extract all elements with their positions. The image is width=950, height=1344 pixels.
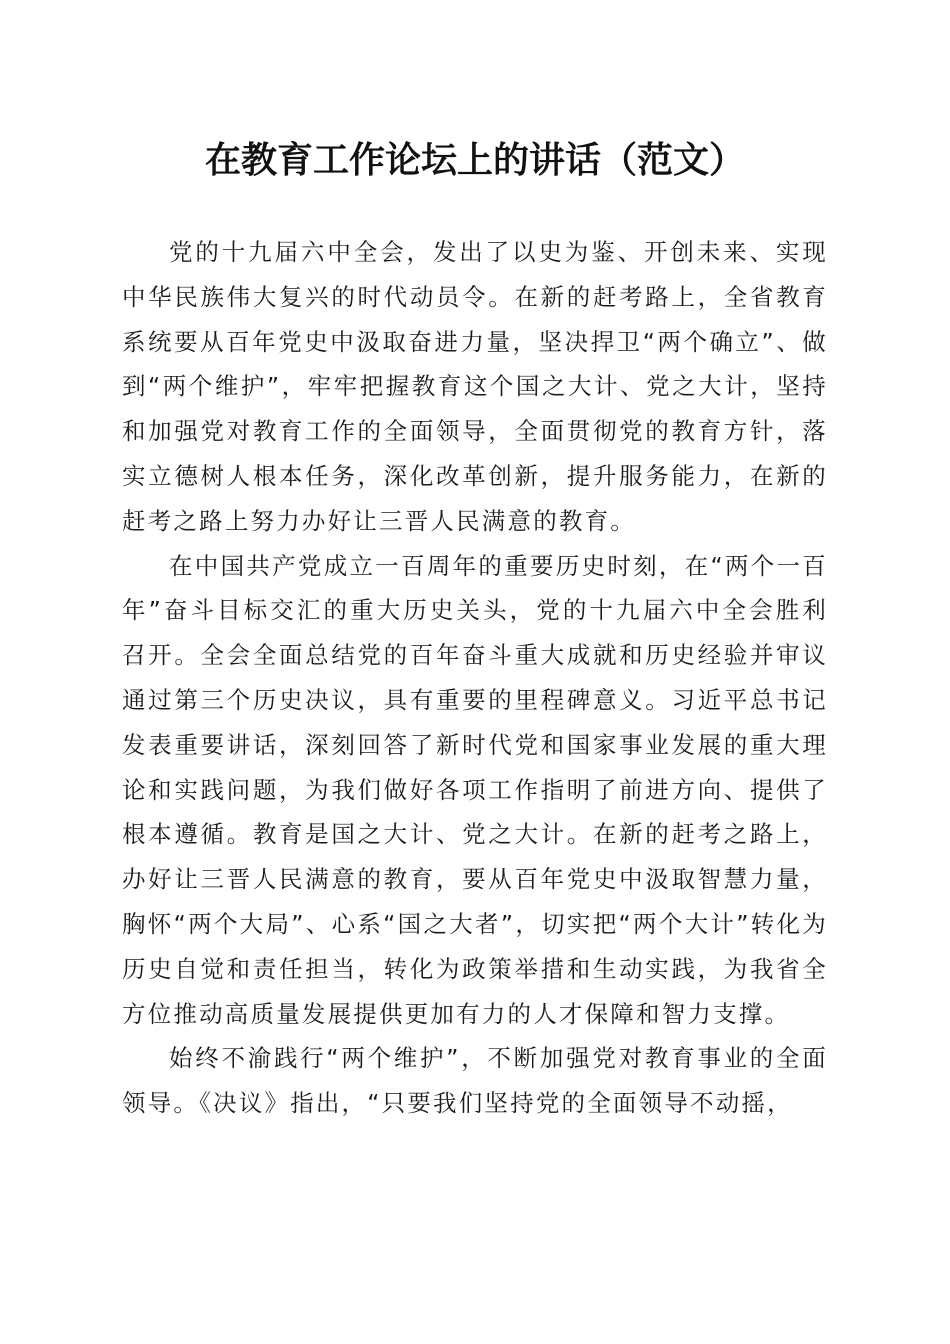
paragraph: 党的十九届六中全会，发出了以史为鉴、开创未来、实现中华民族伟大复兴的时代动员令。在新的赶考路上，全省教育系统要从百年党史中汲取奋进力量，坚决捍卫“两个确立”、做到“两个维护”，牢牢把握教育这个国之大计、党之大计，坚持和加强党对教育工作的全面领导，全面贯彻党的教育方针，落实立德树人根本任务，深化改革创新，提升服务能力，在新的赶考之路上努力办好让三晋人民满意的教育。 [122, 238, 828, 535]
paragraph: 始终不渝践行“两个维护”，不断加强党对教育事业的全面领导。《决议》指出，“只要我们坚持党的全面领导不动摇， [122, 1044, 828, 1118]
paragraph: 在中国共产党成立一百周年的重要历史时刻，在“两个一百年”奋斗目标交汇的重大历史关头，党的十九届六中全会胜利召开。全会全面总结党的百年奋斗重大成就和历史经验并审议通过第三个历史决议，具有重要的里程碑意义。习近平总书记发表重要讲话，深刻回答了新时代党和国家事业发展的重大理论和实践问题，为我们做好各项工作指明了前进方向、提供了根本遵循。教育是国之大计、党之大计。在新的赶考之路上，办好让三晋人民满意的教育，要从百年党史中汲取智慧力量，胸怀“两个大局”、心系“国之大者”，切实把“两个大计”转化为历史自觉和责任担当，转化为政策举措和生动实践，为我省全方位推动高质量发展提供更加有力的人才保障和智力支撑。 [122, 551, 828, 1028]
document-body [122, 230, 828, 1126]
document-title: 在教育工作论坛上的讲话（范文） [204, 139, 745, 181]
